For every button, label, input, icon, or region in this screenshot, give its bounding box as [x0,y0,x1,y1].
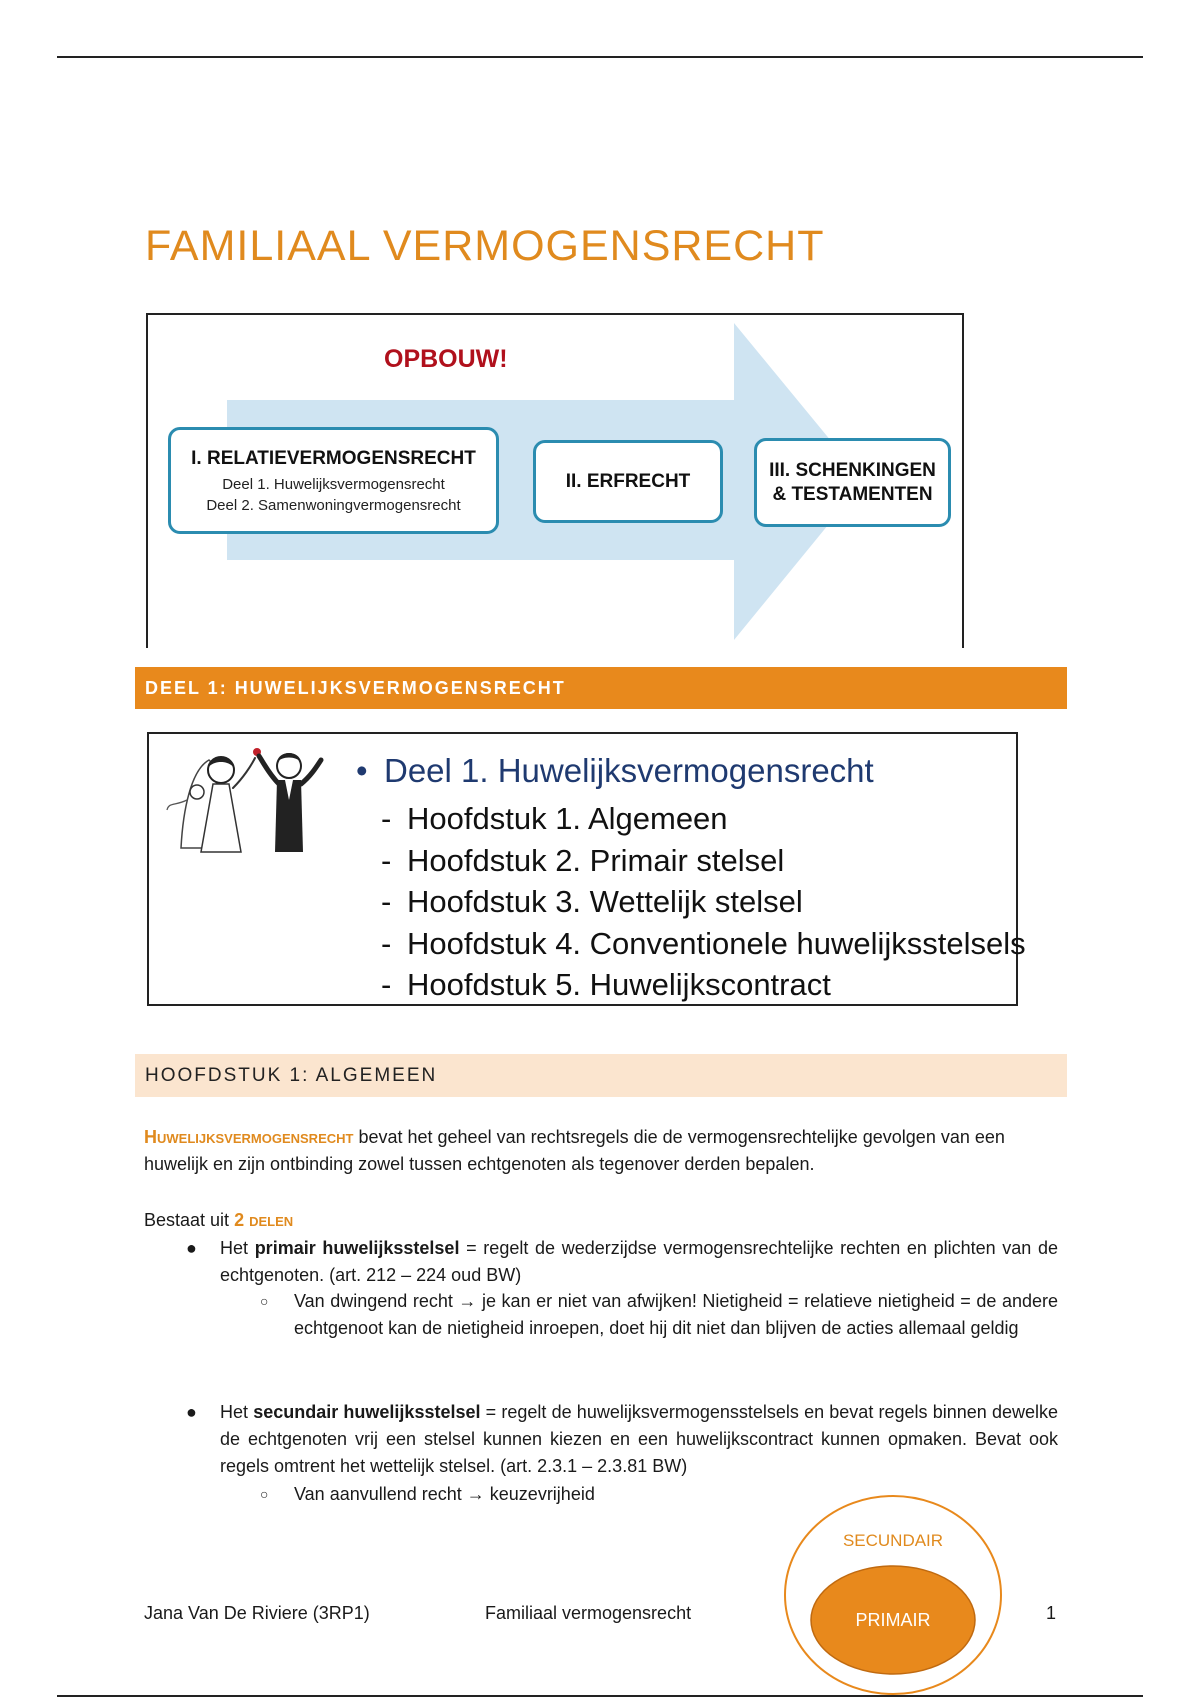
circle-bullet-icon: ○ [260,1486,269,1502]
deel1-overview [147,732,1026,1006]
bestaat-uit-line [144,1207,293,1234]
opbouw-label: OPBOUW! [384,345,508,373]
document-title: FAMILIAAL VERMOGENSRECHT [145,222,825,270]
stage-part: Deel 2. Samenwoningvermogensrecht [206,496,461,514]
stage-heading-line1: III. SCHENKINGEN [769,459,936,481]
footer-page-number: 1 [1046,1603,1057,1623]
circle-bullet-icon: ○ [260,1293,269,1309]
stage-erfrecht [533,440,723,523]
sub-bullet-text: Van dwingend recht → je kan er niet van afwijken! Nietigheid = relatieve nietigheid = de andere echtgenoot kan de nietigheid inroepen, doet hij dit niet dan blijven de acties allemaal geldig [294,1291,1058,1338]
chapter-label: Hoofdstuk 5. Huwelijkscontract [407,967,831,1002]
wedding-couple-icon [161,740,331,860]
deel1-heading [356,752,874,790]
chapter-item: - Hoofdstuk 4. Conventionele huwelijksstelsels [381,925,1026,961]
bestaat-word: delen [249,1210,294,1230]
bullet-text: = regelt de wederzijdse vermogensrechtelijke rechten en plichten van de echtgenoten. (art. 212 – 224 oud BW) [220,1238,1058,1285]
opbouw-diagram [146,313,964,648]
bullet-icon: ● [186,1238,197,1258]
chapter-item: - Hoofdstuk 5. Huwelijkscontract [381,967,831,1002]
bottom-rule [57,1695,1143,1697]
stage-schenkingen-testamenten [754,438,951,527]
bullet-icon: ● [186,1402,197,1422]
stage-heading-line2: & TESTAMENTEN [772,483,933,505]
definition-text: bevat het geheel van rechtsregels die de vermogensrechtelijke gevolgen van een huwelijk en zijn ontbinding zowel tussen echtgenoten als tegenover derden bepalen. [144,1127,1005,1174]
stage-relatievermogensrecht [168,427,499,534]
section-bar-hoofdstuk1: HOOFDSTUK 1: ALGEMEEN [135,1054,1067,1097]
chapter-item: - Hoofdstuk 3. Wettelijk stelsel [381,884,803,919]
stage-heading: II. ERFRECHT [565,470,691,492]
bullet-pre: Het [220,1238,255,1258]
bestaat-prefix: Bestaat uit [144,1210,235,1230]
chapter-item: - Hoofdstuk 1. Algemeen [381,801,728,836]
primair-label: PRIMAIR [855,1610,931,1630]
footer-author: Jana Van De Riviere (3RP1) [144,1603,370,1623]
bullet-term: primair huwelijksstelsel [254,1238,460,1258]
stage-heading: I. RELATIEVERMOGENSRECHT [191,447,476,469]
chapter-label: Hoofdstuk 2. Primair stelsel [407,842,785,878]
chapter-label: Hoofdstuk 3. Wettelijk stelsel [407,884,803,919]
bullet-text: = regelt de huwelijksvermogensstelsels en bevat regels binnen dewelke de echtgenoten vrij een stelsel kunnen kiezen en een huwelijkscontract kunnen opmaken. Bevat ook regels omtrent het wettelijk stelsel. (art. 2.3.1 – 2.3.81 BW) [220,1402,1058,1476]
sub-bullet-primair [260,1288,1058,1342]
bullet-primair [186,1235,1058,1289]
bullet-pre: Het [220,1402,254,1422]
top-rule [57,56,1143,58]
bullet-icon: • [356,752,368,789]
deel1-heading-text: Deel 1. Huwelijksvermogensrecht [384,752,874,789]
secundair-primair-diagram [770,1485,1020,1700]
bullet-term: secundair huwelijksstelsel [253,1402,481,1422]
definition-term: Huwelijksvermogensrecht [144,1127,354,1147]
sub-bullet-text: Van aanvullend recht → keuzevrijheid [294,1484,595,1504]
chapter-label: Hoofdstuk 1. Algemeen [407,801,728,836]
chapter-item: - Hoofdstuk 2. Primair stelsel [381,842,785,878]
stage-part: Deel 1. Huwelijksvermogensrecht [222,475,445,493]
chapter-label: Hoofdstuk 4. Conventionele huwelijksstelsels [407,925,1026,961]
bestaat-number: 2 [234,1210,245,1230]
secundair-label: SECUNDAIR [842,1531,944,1550]
section-bar-deel1: DEEL 1: HUWELIJKSVERMOGENSRECHT [135,667,1067,709]
footer-course: Familiaal vermogensrecht [485,1603,692,1623]
definition-paragraph [144,1124,1058,1178]
bullet-secundair [186,1399,1058,1480]
chapter-list [381,798,1026,1006]
